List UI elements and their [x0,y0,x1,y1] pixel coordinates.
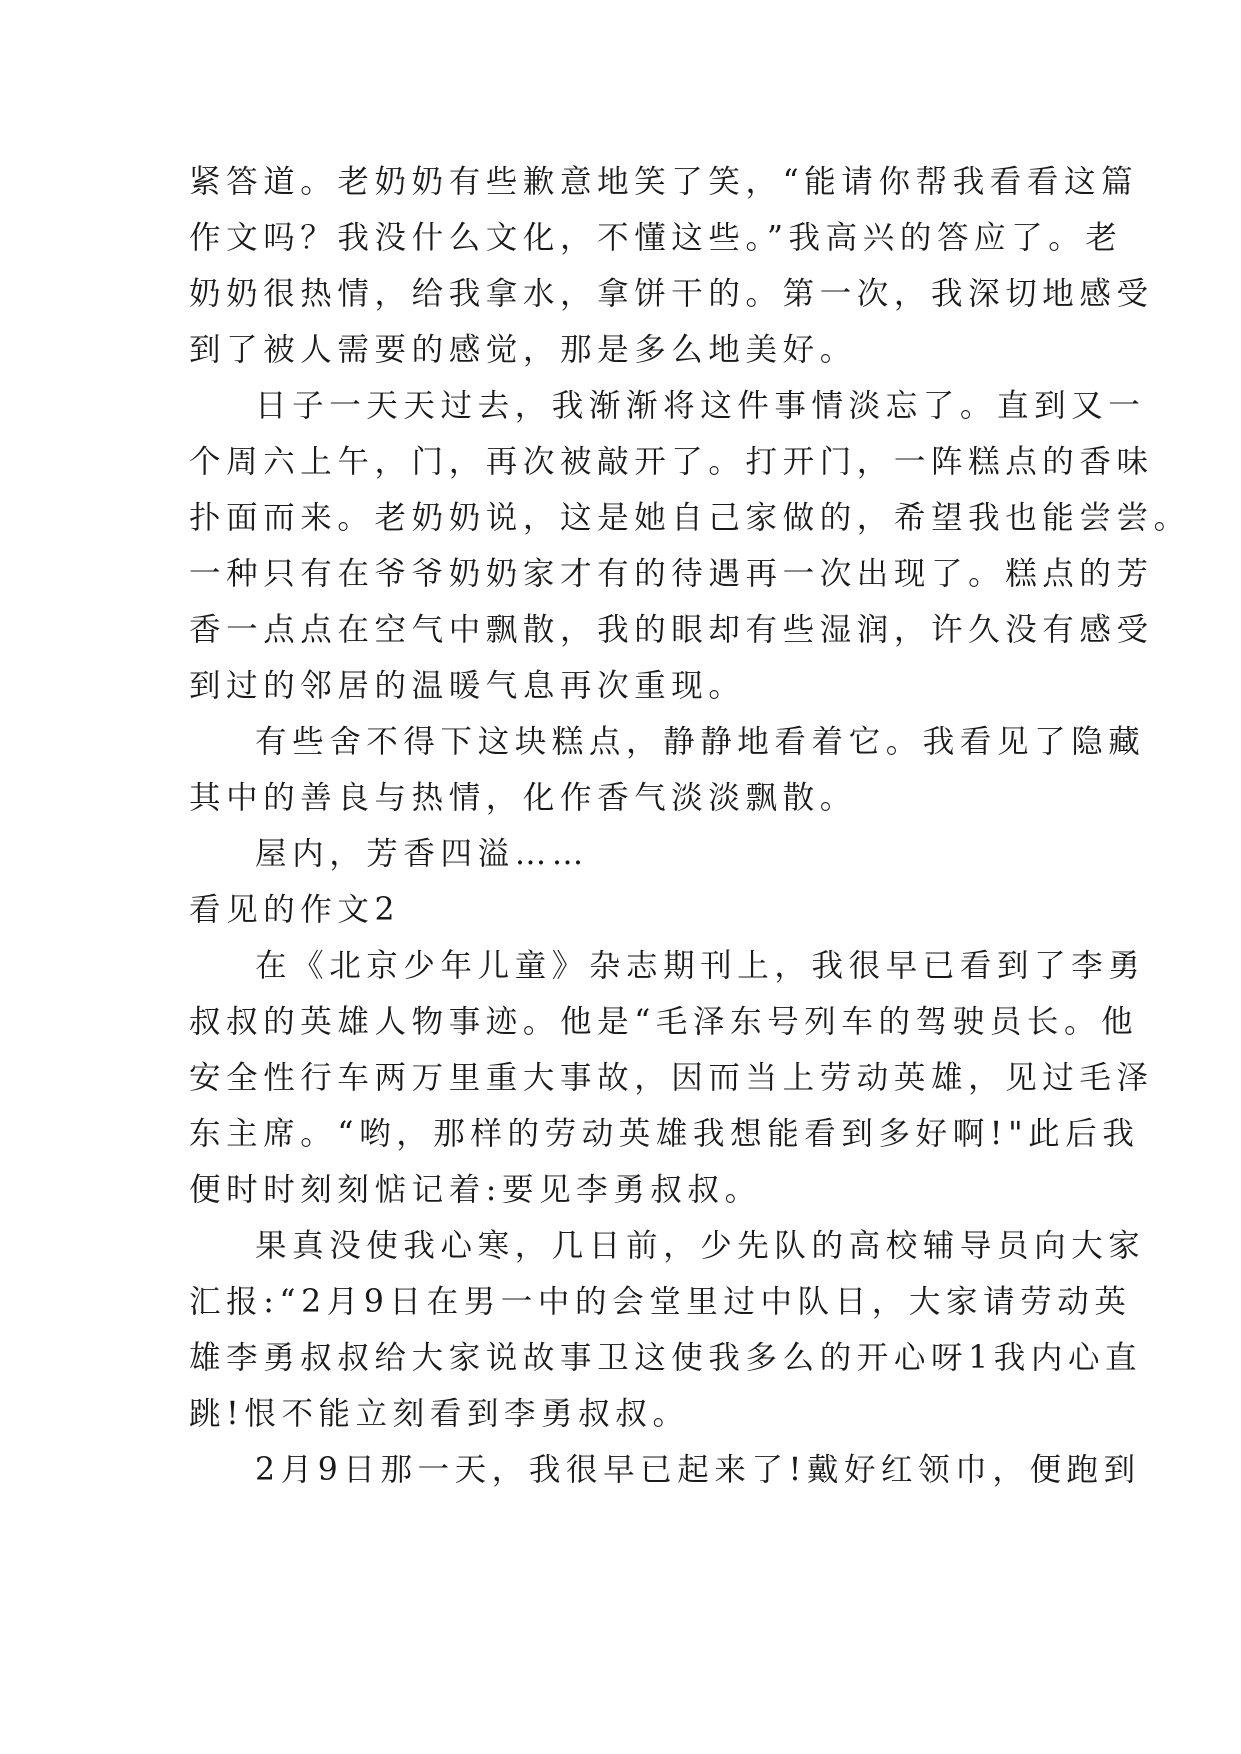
essay-body [189,154,1191,1498]
text-line: 屋内，芳香四溢…… [255,836,589,872]
paragraph-6 [189,1218,1146,1442]
text-line: 叔叔的英雄人物事迹。他是“毛泽东号列车的驾驶员长。他 [189,1004,1139,1040]
paragraph-1 [189,154,1154,378]
text-line: 扑面而来。老奶奶说，这是她自己家做的，希望我也能尝尝。 [189,500,1191,536]
text-line: 便时时刻刻惦记着:要见李勇叔叔。 [189,1172,762,1208]
paragraph-4 [189,826,1059,882]
paragraph-5 [189,938,1154,1218]
text-line: 个周六上午，门，再次被敲开了。打开门，一阵糕点的香味 [189,444,1154,480]
text-line: 其中的善良与热情，化作香气淡淡飘散。 [189,780,857,816]
text-line: 果真没使我心寒，几日前，少先队的高校辅导员向大家 [255,1228,1146,1264]
text-line: 一种只有在爷爷奶奶家才有的待遇再一次出现了。糕点的芳 [189,556,1154,592]
text-line: 香一点点在空气中飘散，我的眼却有些湿润，许久没有感受 [189,612,1154,648]
text-line: 到过的邻居的温暖气息再次重现。 [189,668,746,704]
text-line: 到了被人需要的感觉，那是多么地美好。 [189,332,857,368]
text-line: 有些舍不得下这块糕点，静静地看着它。我看见了隐藏 [255,724,1146,760]
text-line: 作文吗？我没什么文化，不懂这些。”我高兴的答应了。老 [189,220,1123,256]
text-line: 安全性行车两万里重大事故，因而当上劳动英雄，见过毛泽 [189,1060,1154,1096]
text-line: 日子一天天过去，我渐渐将这件事情淡忘了。直到又一 [255,388,1146,424]
text-line: 2月9日那一天，我很早已起来了!戴好红领巾，便跑到 [255,1452,1141,1488]
text-line: 紧答道。老奶奶有些歉意地笑了笑，“能请你帮我看看这篇 [189,164,1139,200]
text-line: 东主席。“哟，那样的劳动英雄我想能看到多好啊!"此后我 [189,1116,1140,1152]
text-line: 跳!恨不能立刻看到李勇叔叔。 [189,1396,690,1432]
text-line: 汇报:“2月9日在男一中的会堂里过中队日，大家请劳动英 [189,1284,1132,1320]
section-heading: 看见的作文2 [189,892,401,928]
text-line: 奶奶很热情，给我拿水，拿饼干的。第一次，我深切地感受 [189,276,1154,312]
paragraph-3 [189,714,1146,826]
paragraph-7 [189,1442,1141,1498]
text-line: 雄李勇叔叔给大家说故事卫这使我多么的开心呀1我内心直 [189,1340,1143,1376]
paragraph-2 [189,378,1191,714]
text-line: 在《北京少年儿童》杂志期刊上，我很早已看到了李勇 [255,948,1146,984]
